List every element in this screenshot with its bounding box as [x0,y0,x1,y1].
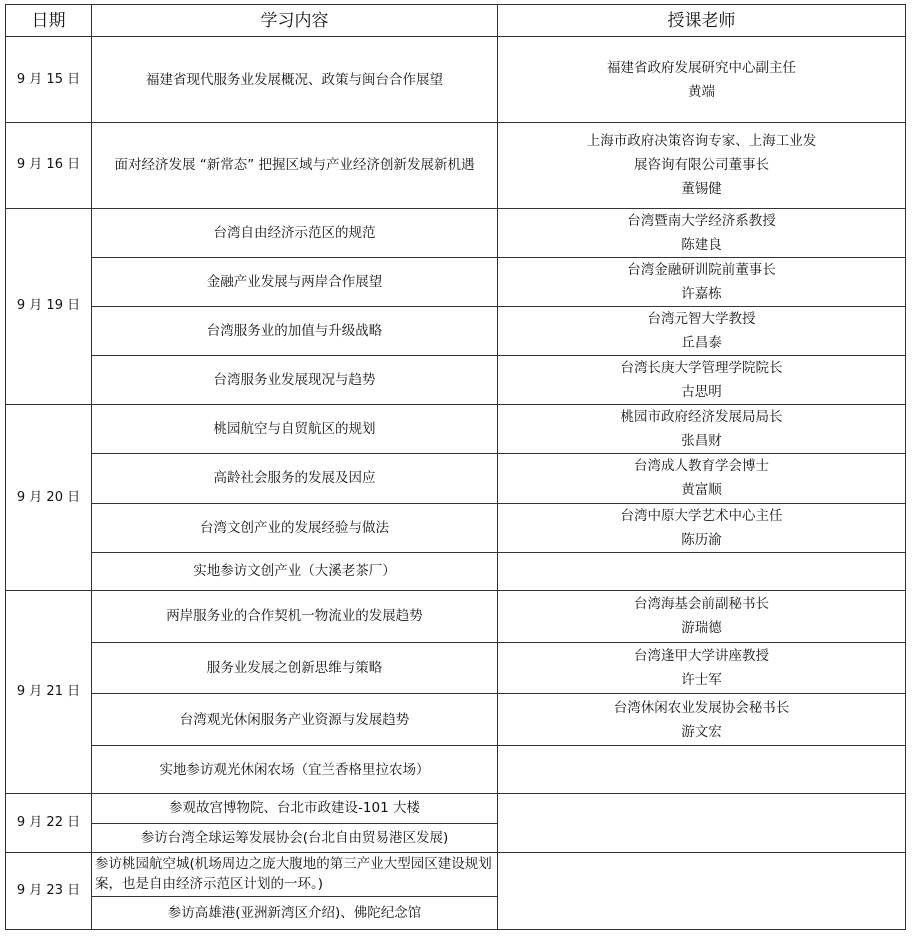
content-cell: 台湾观光休闲服务产业资源与发展趋势 [92,694,498,746]
teacher-cell [498,405,906,454]
teacher-title: 台湾暨南大学经济系教授 [627,212,776,229]
header-content: 学习内容 [92,5,498,37]
teacher-title: 上海市政府决策咨询专家、上海工业发 [586,133,817,150]
content-cell: 两岸服务业的合作契机一物流业的发展趋势 [92,590,498,642]
date-cell: 9 月 21 日 [6,590,92,794]
content-cell: 台湾文创产业的发展经验与做法 [92,503,498,552]
content-cell: 福建省现代服务业发展概况、政策与闽台合作展望 [92,37,498,123]
teacher-name: 陈历渝 [681,531,722,548]
table-header-row [6,5,906,37]
table-row [6,123,906,208]
content-cell: 服务业发展之创新思维与策略 [92,642,498,693]
content-cell: 参访桃园航空城(机场周边之庞大腹地的第三产业大型园区建设规划案，也是自由经济示范区计划的一环。) [92,852,498,896]
content-cell: 台湾自由经济示范区的规范 [92,208,498,257]
teacher-name: 张昌财 [681,433,722,450]
teacher-title: 台湾休闲农业发展协会秘书长 [613,699,790,716]
teacher-name: 黄富顺 [681,482,722,499]
content-cell: 台湾服务业的加值与升级战略 [92,306,498,355]
date-cell: 9 月 15 日 [6,37,92,123]
date-cell: 9 月 20 日 [6,405,92,591]
table-row [6,257,906,306]
schedule-table [5,4,906,930]
table-row [6,37,906,123]
teacher-cell-empty [498,552,906,590]
teacher-name: 丘昌泰 [681,335,722,352]
teacher-name: 陈建良 [681,236,722,253]
teacher-cell-empty [498,852,906,929]
table-row [6,852,906,896]
teacher-name: 游瑞德 [681,620,722,637]
teacher-title: 台湾海基会前副秘书长 [634,596,769,613]
header-date: 日期 [6,5,92,37]
table-row [6,356,906,405]
teacher-cell [498,123,906,208]
teacher-cell [498,257,906,306]
table-row [6,590,906,642]
content-cell: 金融产业发展与两岸合作展望 [92,257,498,306]
teacher-title: 台湾金融研训院前董事长 [627,261,776,278]
teacher-title: 台湾中原大学艺术中心主任 [620,507,783,524]
teacher-name: 游文宏 [681,723,722,740]
teacher-cell-empty [498,746,906,794]
content-cell: 高龄社会服务的发展及因应 [92,454,498,503]
table-row [6,552,906,590]
date-cell: 9 月 16 日 [6,123,92,208]
teacher-cell [498,454,906,503]
content-cell: 实地参访观光休闲农场（宜兰香格里拉农场） [92,746,498,794]
teacher-cell [498,208,906,257]
teacher-name: 古思明 [681,384,722,401]
teacher-cell-empty [498,794,906,852]
teacher-title: 展咨询有限公司董事长 [634,157,769,174]
table-row [6,694,906,746]
teacher-title: 福建省政府发展研究中心副主任 [607,59,796,76]
teacher-cell [498,694,906,746]
content-cell: 参访高雄港(亚洲新湾区介绍)、佛陀纪念馆 [92,896,498,929]
header-teacher: 授课老师 [498,5,906,37]
teacher-cell [498,503,906,552]
teacher-cell [498,356,906,405]
teacher-cell [498,642,906,693]
table-row [6,405,906,454]
teacher-title: 台湾长庚大学管理学院院长 [620,360,783,377]
teacher-name: 董锡健 [681,181,722,198]
date-cell: 9 月 19 日 [6,208,92,405]
table-row [6,454,906,503]
teacher-cell [498,306,906,355]
teacher-title: 台湾逢甲大学讲座教授 [634,648,769,665]
teacher-title: 台湾成人教育学会博士 [634,458,769,475]
date-cell: 9 月 22 日 [6,794,92,852]
content-cell: 参观故宫博物院、台北市政建设-101 大楼 [92,794,498,823]
table-row [6,208,906,257]
date-cell: 9 月 23 日 [6,852,92,929]
content-cell: 实地参访文创产业（大溪老茶厂） [92,552,498,590]
content-cell: 参访台湾全球运筹发展协会(台北自由贸易港区发展) [92,823,498,852]
teacher-name: 黄端 [688,83,715,100]
content-cell: 台湾服务业发展现况与趋势 [92,356,498,405]
teacher-cell [498,37,906,123]
table-row [6,746,906,794]
content-cell: 桃园航空与自贸航区的规划 [92,405,498,454]
teacher-cell [498,590,906,642]
teacher-name: 许士军 [681,672,722,689]
table-row [6,306,906,355]
content-cell: 面对经济发展 “新常态” 把握区域与产业经济创新发展新机遇 [92,123,498,208]
table-row [6,794,906,823]
teacher-title: 桃园市政府经济发展局局长 [620,409,783,426]
table-row [6,503,906,552]
teacher-title: 台湾元智大学教授 [647,311,756,328]
table-row [6,642,906,693]
teacher-name: 许嘉栋 [681,285,722,302]
